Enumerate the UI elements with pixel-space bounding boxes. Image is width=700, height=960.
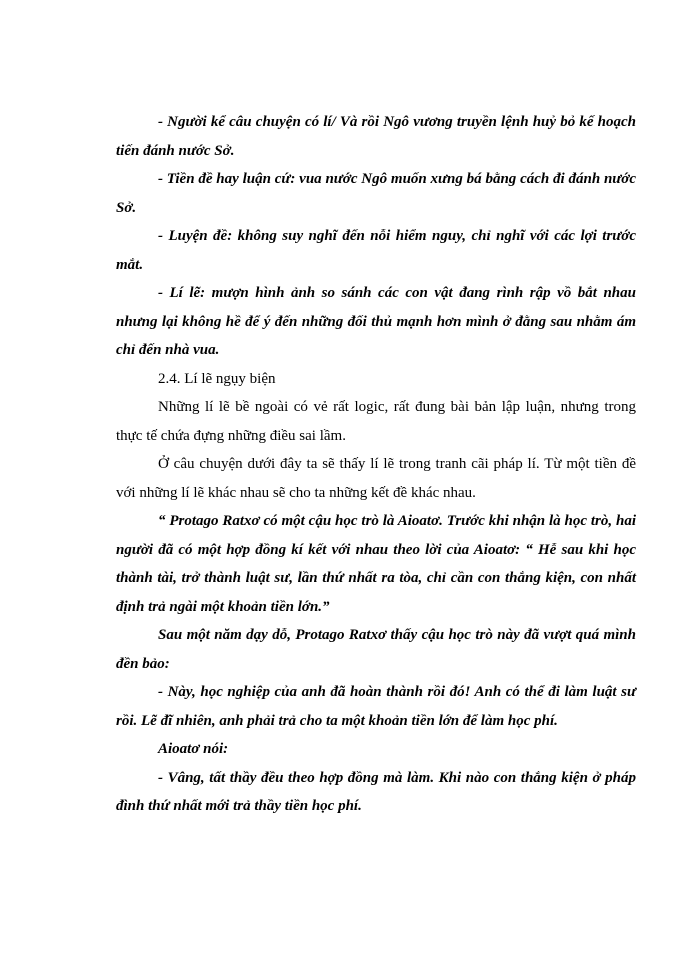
- paragraph-story-intro: Ở câu chuyện dưới đây ta sẽ thấy lí lẽ trong tranh cãi pháp lí. Từ một tiền đề với những lí lẽ khác nhau sẽ cho ta những kết đề khác nhau.: [116, 456, 636, 501]
- paragraph-teacher-speech: - Này, học nghiệp của anh đã hoàn thành rồi đó! Anh có thể đi làm luật sư rồi. Lẽ đĩ nhiên, anh phải trả cho ta một khoản tiền lớn để làm học phí.: [116, 684, 636, 729]
- paragraph-story-contract: “ Protago Ratxơ có một cậu học trò là Aioatơ. Trước khi nhận là học trò, hai người đã có một hợp đồng kí kết với nhau theo lời của Aioatơ: “ Hễ sau khi học thành tài, trở thành luật sư, lần thứ nhất ra tòa, chỉ cần con thắng kiện, con nhất định trả ngài một khoản tiền lớn.”: [116, 513, 636, 615]
- paragraph-premise: - Tiền đề hay luận cứ: vua nước Ngô muốn xưng bá bằng cách đi đánh nước Sở.: [116, 171, 636, 216]
- paragraph-narrator-reason: - Người kể câu chuyện có lí/ Và rồi Ngô vương truyền lệnh huỷ bỏ kế hoạch tiến đánh nước Sở.: [116, 114, 636, 159]
- section-heading-2-4: 2.4. Lí lẽ ngụy biện: [158, 370, 276, 387]
- paragraph-sophistry-definition: Những lí lẽ bề ngoài có vẻ rất logic, rất đung bài bản lập luận, nhưng trong thực tế chứa đựng những điều sai lầm.: [116, 399, 636, 444]
- paragraph-student-says: Aioatơ nói:: [158, 741, 229, 757]
- paragraph-argument: - Lí lẽ: mượn hình ảnh so sánh các con vật đang rình rập vồ bắt nhau nhưng lại không hề để ý đến những đối thủ mạnh hơn mình ở đằng sau nhằm ám chỉ đến nhà vua.: [116, 285, 636, 358]
- document-page: [116, 108, 636, 821]
- paragraph-thesis: - Luyện đề: không suy nghĩ đến nỗi hiểm nguy, chỉ nghĩ với các lợi trước mắt.: [116, 228, 636, 273]
- paragraph-student-reply: - Vâng, tất thầy đều theo hợp đồng mà làm. Khi nào con thắng kiện ở pháp đình thứ nhất mới trả thầy tiền học phí.: [116, 769, 636, 814]
- paragraph-story-after-year: Sau một năm dạy dỗ, Protago Ratxơ thấy cậu học trò này đã vượt quá mình đền bảo:: [116, 627, 636, 672]
